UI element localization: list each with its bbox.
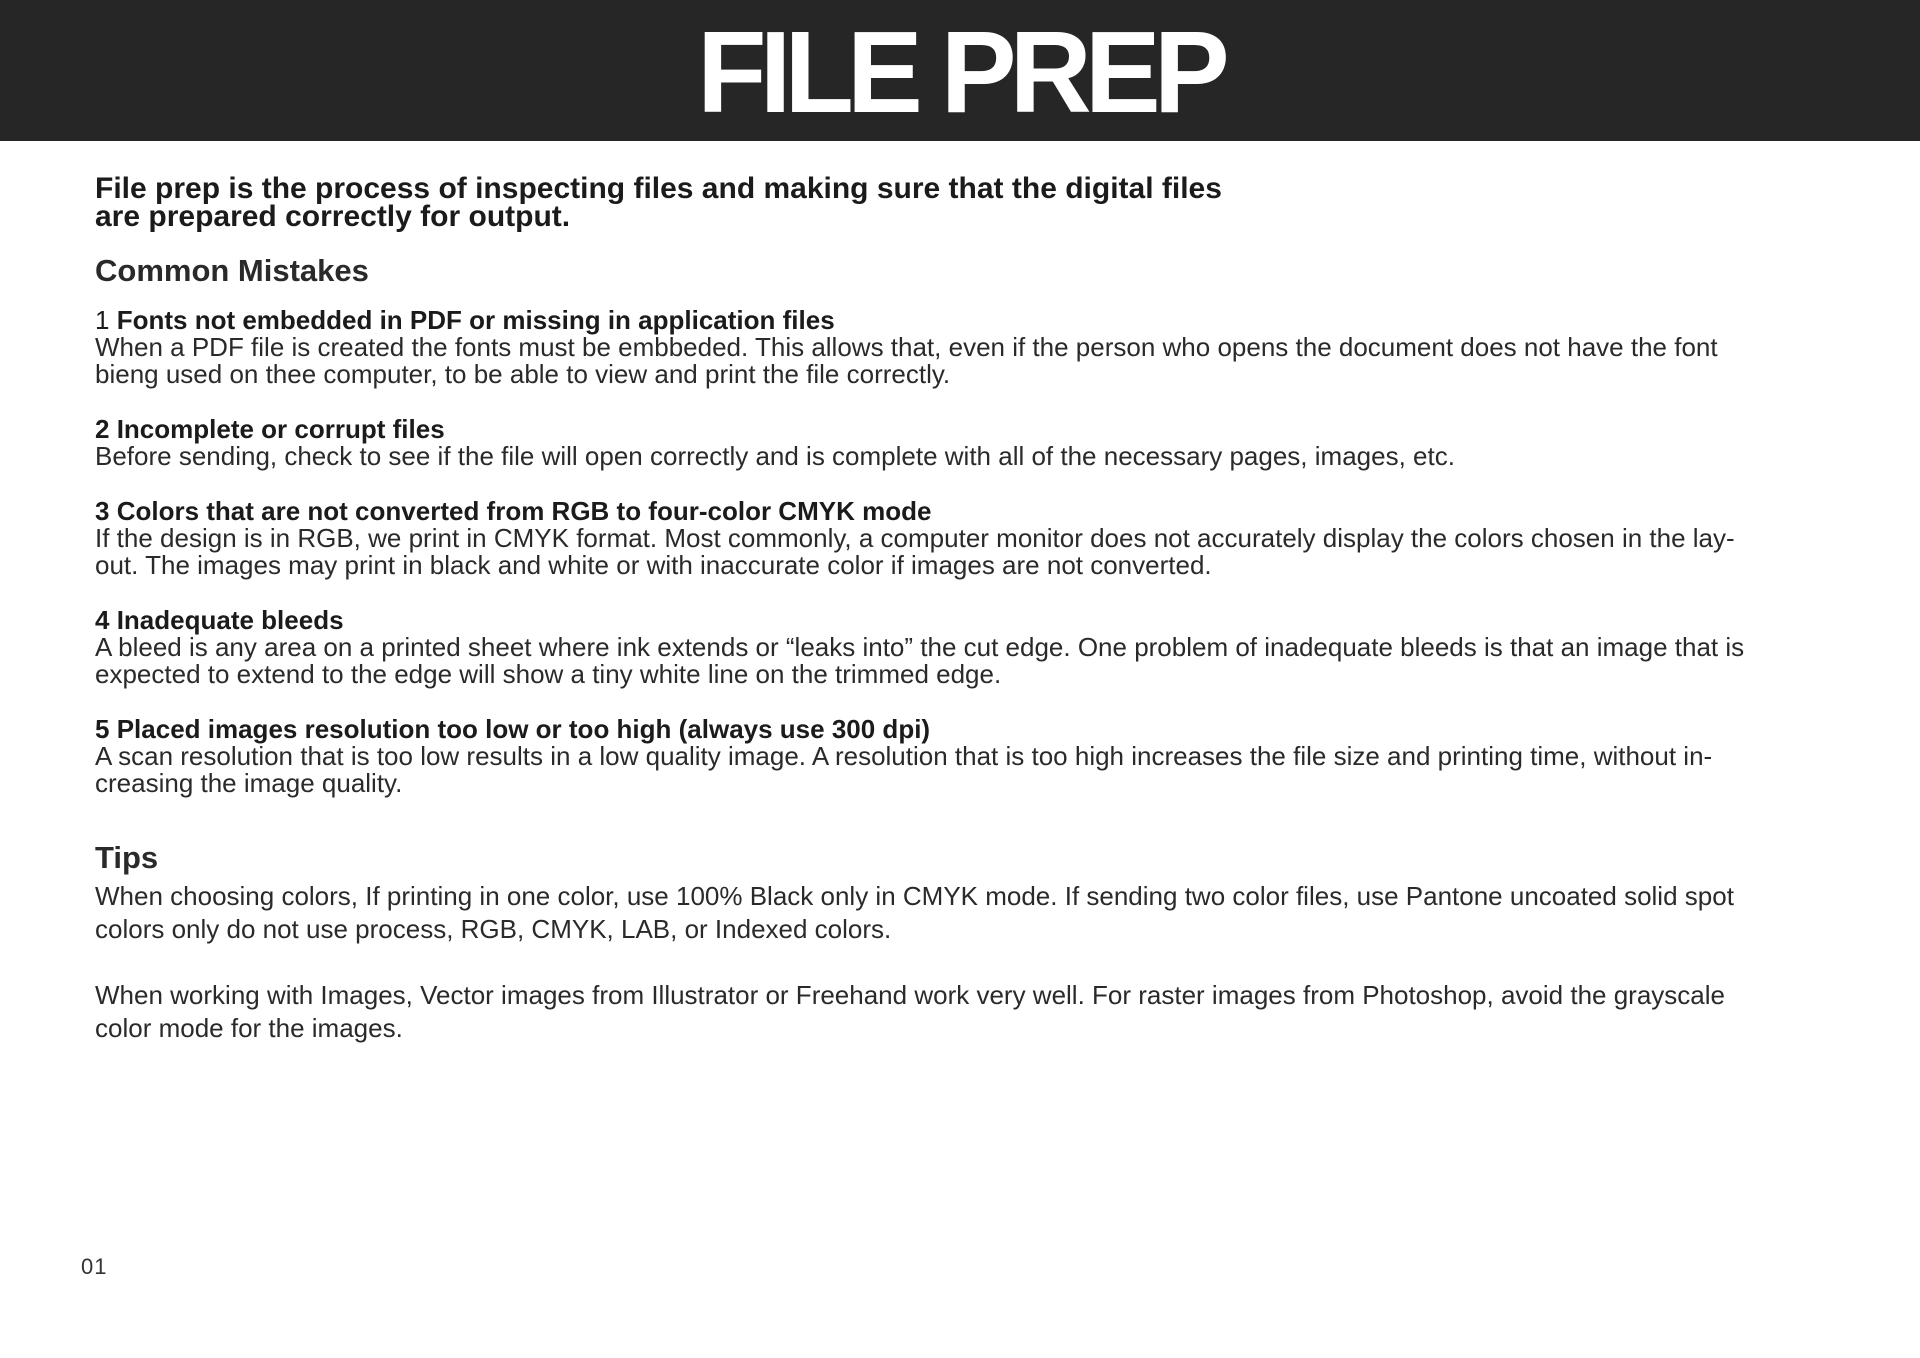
mistake-title — [95, 607, 1840, 634]
common-mistakes-heading: Common Mistakes — [95, 253, 369, 288]
mistake-title — [95, 716, 1840, 743]
content-area — [95, 170, 1840, 1045]
mistake-number: 2 — [95, 414, 110, 444]
header-band — [0, 0, 1920, 141]
mistake-body: If the design is in RGB, we print in CMYK format. Most commonly, a computer monitor does not accurately display the colors chosen in the lay- out. The images may print in black and white or with inaccurate color if images are not converted. — [95, 523, 1735, 580]
intro-paragraph: File prep is the process of inspecting files and making sure that the digital files are prepared correctly for output. — [95, 172, 1222, 233]
mistake-body: A bleed is any area on a printed sheet where ink extends or “leaks into” the cut edge. One problem of inadequate bleeds is that an image that is expected to extend to the edge will show a tiny white line on the trimmed edge. — [95, 632, 1745, 689]
mistake-item-2 — [95, 416, 1840, 470]
mistakes-list — [95, 307, 1840, 797]
mistake-title — [95, 416, 1840, 443]
mistake-item-3 — [95, 498, 1840, 579]
mistake-number: 1 — [95, 305, 110, 335]
mistake-body: When a PDF file is created the fonts must be embbeded. This allows that, even if the person who opens the document does not have the font bieng used on thee computer, to be able to view and print the file correctly. — [95, 332, 1718, 389]
mistake-title-text: Inadequate bleeds — [116, 605, 344, 635]
mistake-number: 4 — [95, 605, 110, 635]
mistake-title-text: Colors that are not converted from RGB to four-color CMYK mode — [116, 496, 932, 526]
page-number: 01 — [81, 1254, 108, 1279]
mistake-title — [95, 498, 1840, 525]
mistake-item-5 — [95, 716, 1840, 797]
page-title: FILE PREP — [697, 7, 1223, 137]
mistake-item-4 — [95, 607, 1840, 688]
mistake-title-text: Incomplete or corrupt files — [116, 414, 445, 444]
mistake-body: Before sending, check to see if the file will open correctly and is complete with all of the necessary pages, images, etc. — [95, 441, 1455, 471]
mistake-title-text: Placed images resolution too low or too high (always use 300 dpi) — [116, 714, 931, 744]
tips-heading: Tips — [95, 840, 159, 875]
mistake-item-1 — [95, 307, 1840, 388]
mistake-number: 5 — [95, 714, 110, 744]
tip-paragraph-2: When working with Images, Vector images from Illustrator or Freehand work very well. For raster images from Photoshop, avoid the grayscale color mode for the images. — [95, 980, 1725, 1043]
tip-paragraph-1: When choosing colors, If printing in one color, use 100% Black only in CMYK mode. If sending two color files, use Pantone uncoated solid spot colors only do not use process, RGB, CMYK, LAB, or Indexed colors. — [95, 881, 1734, 944]
mistake-number: 3 — [95, 496, 110, 526]
mistake-title — [95, 307, 1840, 334]
mistake-body: A scan resolution that is too low results in a low quality image. A resolution that is too high increases the file size and printing time, without in- creasing the image quality. — [95, 741, 1713, 798]
mistake-title-text: Fonts not embedded in PDF or missing in application files — [116, 305, 835, 335]
